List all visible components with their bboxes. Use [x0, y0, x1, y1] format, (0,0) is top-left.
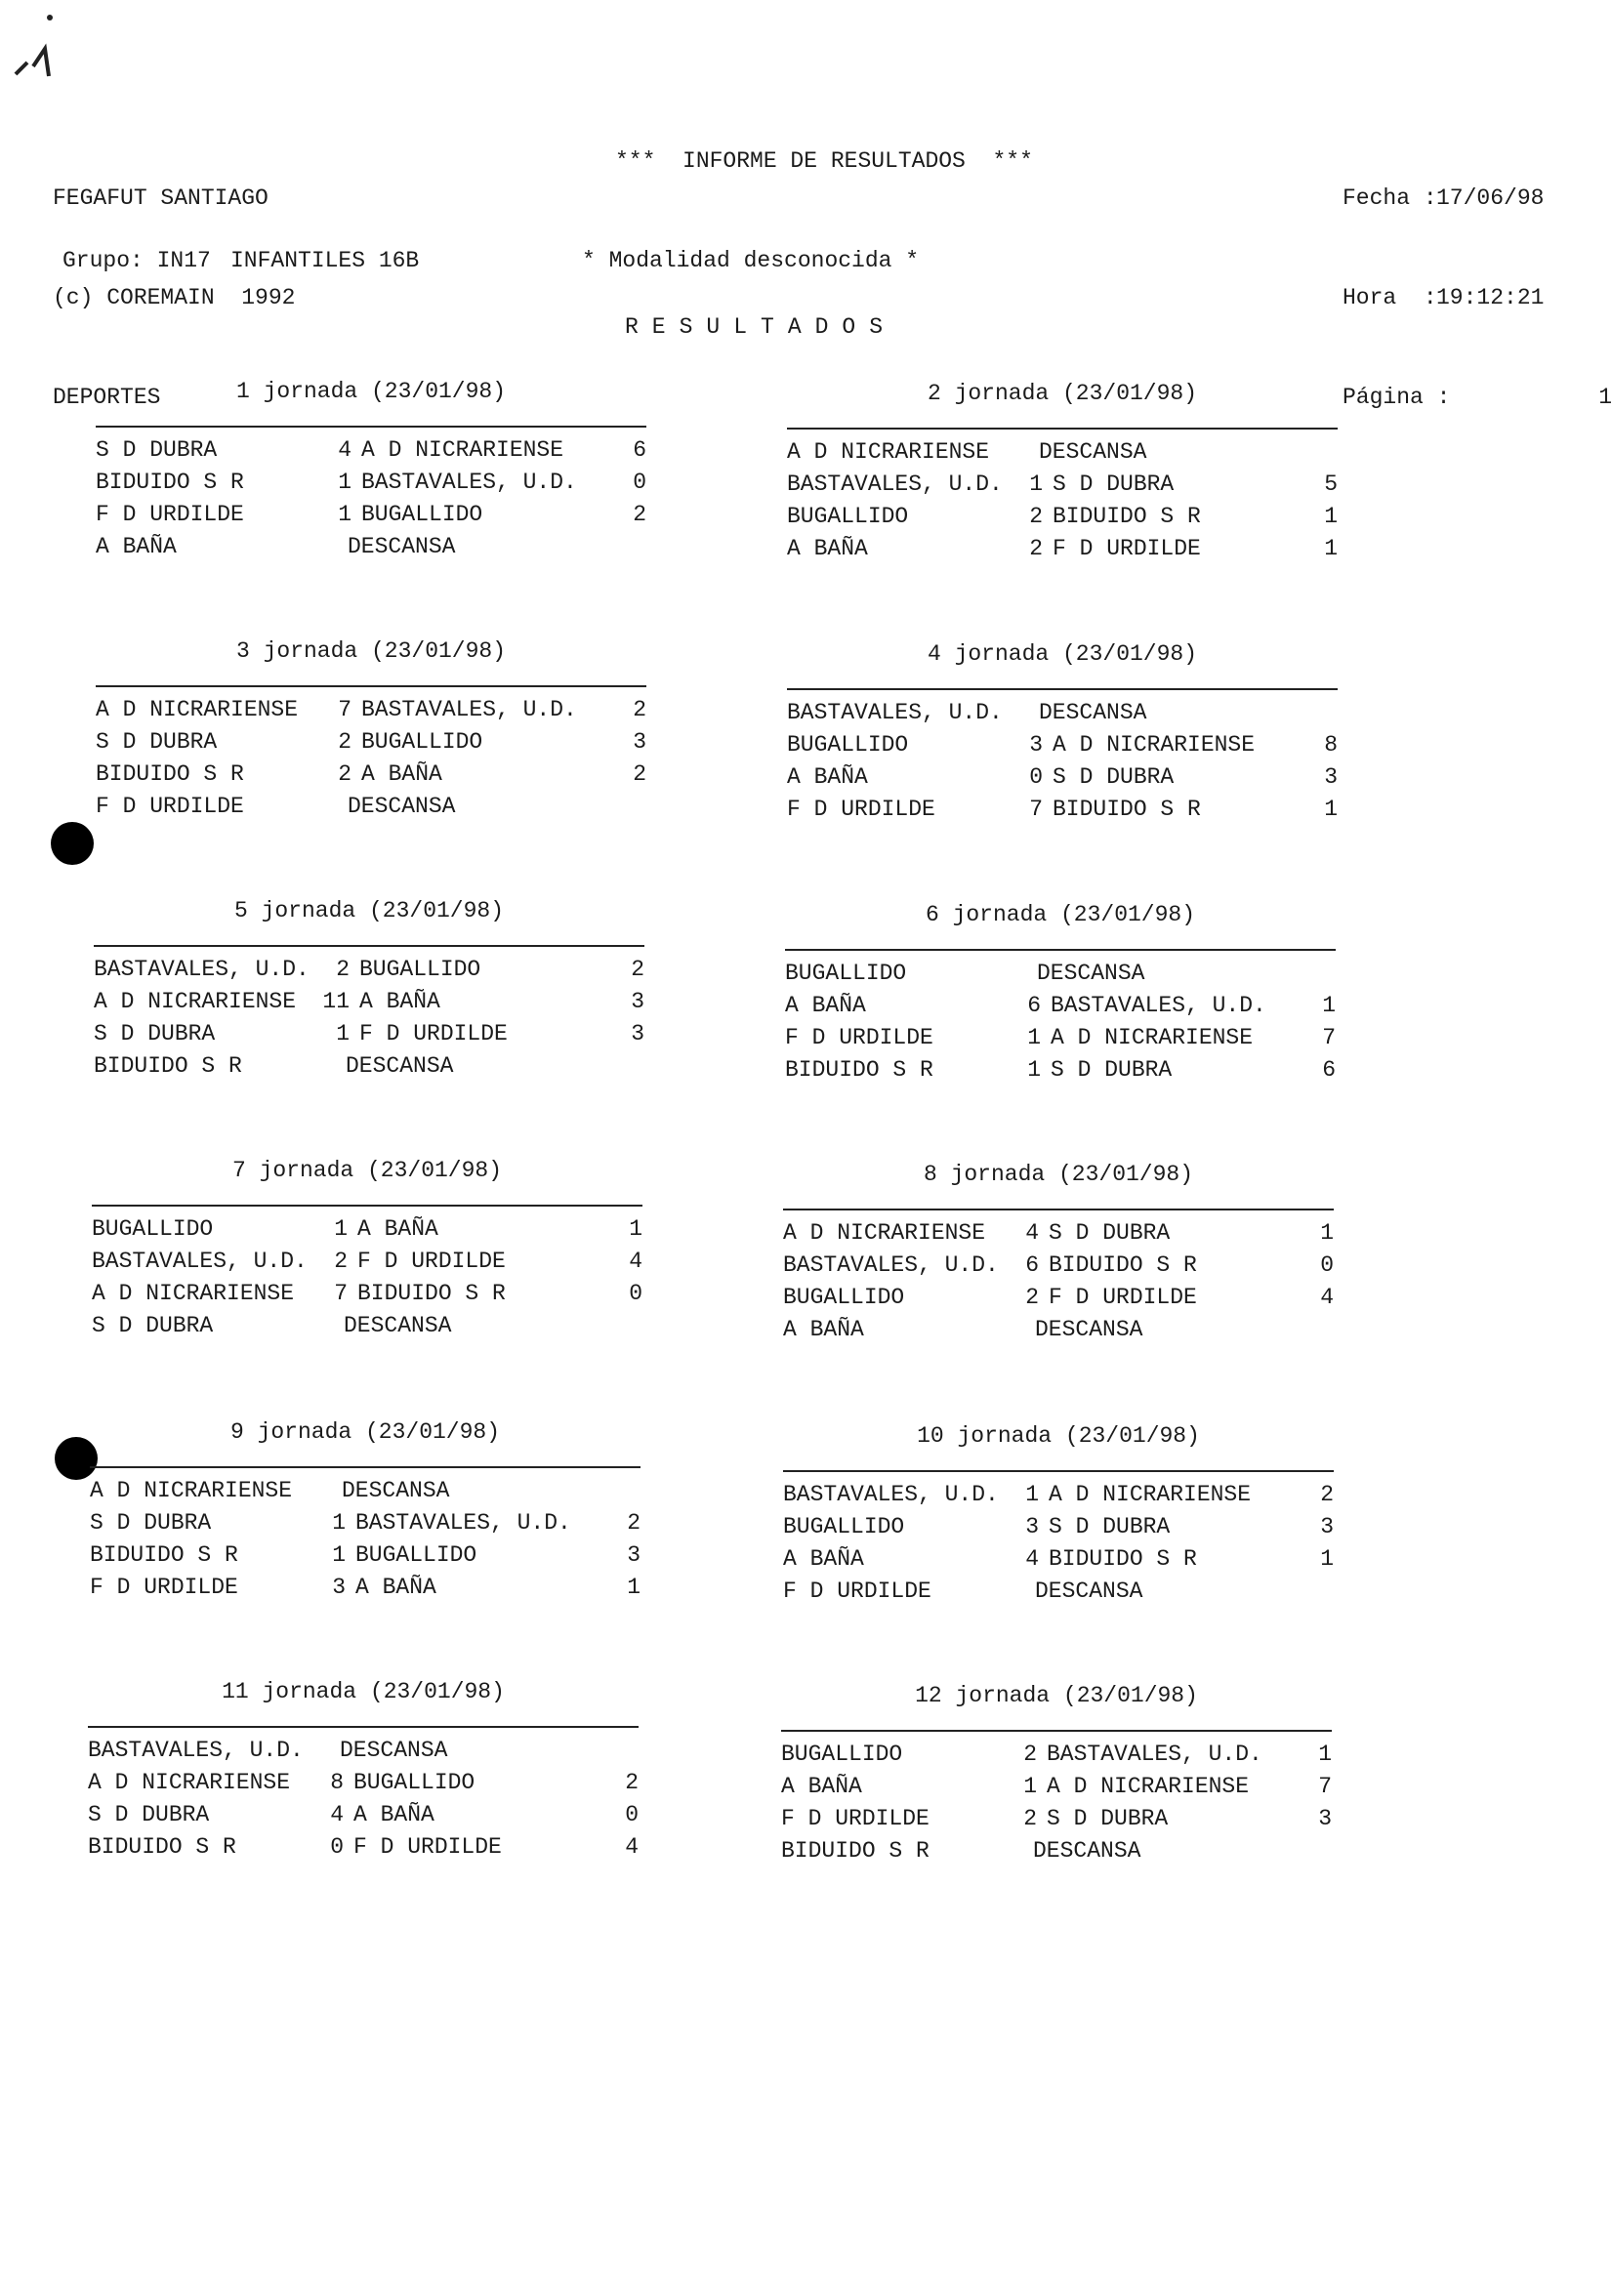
match-list — [783, 1482, 1334, 1611]
match-row — [94, 989, 644, 1021]
match-list — [96, 697, 646, 826]
home-team: S D DUBRA — [94, 1021, 216, 1046]
away-team: BASTAVALES, U.D. — [355, 1510, 571, 1536]
home-team: BUGALLIDO — [92, 1216, 214, 1242]
away-team: S D DUBRA — [1049, 1220, 1171, 1246]
away-team: BUGALLIDO — [359, 957, 481, 982]
fecha-label: Fecha : — [1343, 185, 1437, 211]
report-meta — [1343, 115, 1612, 447]
rest-label: DESCANSA — [344, 1313, 452, 1338]
match-list — [96, 437, 646, 566]
home-score: 2 — [334, 1249, 348, 1274]
home-team: BIDUIDO S R — [90, 1542, 238, 1568]
away-team: BUGALLIDO — [353, 1770, 475, 1795]
home-score: 6 — [1025, 1252, 1039, 1278]
home-team: F D URDILDE — [783, 1578, 931, 1604]
match-list — [787, 439, 1338, 568]
away-score: 6 — [1322, 1057, 1336, 1083]
away-score: 3 — [627, 1542, 641, 1568]
home-team: BIDUIDO S R — [96, 470, 244, 495]
home-score: 1 — [1027, 1025, 1041, 1050]
jornada-title: 2 jornada (23/01/98) — [927, 381, 1198, 406]
away-team: BUGALLIDO — [361, 729, 483, 755]
away-score: 4 — [625, 1834, 639, 1860]
away-score: 3 — [1320, 1514, 1334, 1539]
match-row — [96, 729, 646, 761]
divider — [92, 1205, 642, 1207]
away-team: A D NICRARIENSE — [1047, 1774, 1250, 1799]
jornada-title: 9 jornada (23/01/98) — [229, 1419, 501, 1445]
divider — [783, 1470, 1334, 1472]
jornada-title: 7 jornada (23/01/98) — [231, 1158, 503, 1183]
match-row — [90, 1575, 641, 1607]
rest-label: DESCANSA — [348, 534, 456, 559]
rest-label: DESCANSA — [346, 1053, 454, 1079]
home-score: 1 — [1027, 1057, 1041, 1083]
home-score: 7 — [1029, 797, 1043, 822]
match-row — [92, 1216, 642, 1249]
home-team: BASTAVALES, U.D. — [783, 1252, 999, 1278]
away-score: 2 — [627, 1510, 641, 1536]
match-row — [787, 732, 1338, 764]
home-score: 3 — [1025, 1514, 1039, 1539]
match-list — [785, 961, 1336, 1089]
match-row — [88, 1802, 639, 1834]
home-score: 1 — [336, 1021, 350, 1046]
match-row — [96, 470, 646, 502]
home-team: A BAÑA — [787, 764, 868, 790]
away-team: BASTAVALES, U.D. — [361, 697, 577, 722]
away-score: 2 — [633, 761, 646, 787]
jornada-title: 3 jornada (23/01/98) — [235, 638, 507, 664]
divider — [94, 945, 644, 947]
match-row — [783, 1220, 1334, 1252]
home-score: 2 — [1023, 1742, 1037, 1767]
home-team: BIDUIDO S R — [94, 1053, 242, 1079]
away-score: 3 — [1324, 764, 1338, 790]
away-score: 1 — [1318, 1742, 1332, 1767]
home-team: S D DUBRA — [88, 1802, 210, 1827]
away-score: 2 — [633, 697, 646, 722]
away-score: 3 — [631, 1021, 644, 1046]
match-row — [785, 961, 1336, 993]
match-list — [787, 700, 1338, 829]
match-row — [783, 1317, 1334, 1349]
match-row — [96, 437, 646, 470]
match-row — [96, 794, 646, 826]
divider — [90, 1466, 641, 1468]
home-team: BIDUIDO S R — [781, 1838, 930, 1864]
home-score: 3 — [1029, 732, 1043, 758]
divider — [785, 949, 1336, 951]
away-team: A D NICRARIENSE — [361, 437, 564, 463]
report-title: *** INFORME DE RESULTADOS *** — [615, 148, 1033, 174]
jornada-title: 6 jornada (23/01/98) — [925, 902, 1196, 927]
home-score: 1 — [338, 502, 351, 527]
match-row — [96, 761, 646, 794]
away-score: 3 — [1318, 1806, 1332, 1831]
home-score: 1 — [1029, 472, 1043, 497]
home-team: S D DUBRA — [96, 437, 218, 463]
home-team: BASTAVALES, U.D. — [787, 472, 1003, 497]
away-team: BIDUIDO S R — [1053, 504, 1201, 529]
rest-label: DESCANSA — [1035, 1578, 1143, 1604]
match-row — [787, 536, 1338, 568]
away-score: 2 — [631, 957, 644, 982]
org-line: DEPORTES — [53, 385, 161, 410]
away-score: 0 — [625, 1802, 639, 1827]
away-team: A D NICRARIENSE — [1053, 732, 1256, 758]
divider — [96, 426, 646, 428]
match-row — [785, 993, 1336, 1025]
pagina-value: 1 — [1598, 385, 1612, 410]
away-score: 7 — [1322, 1025, 1336, 1050]
home-team: BUGALLIDO — [785, 961, 907, 986]
home-team: F D URDILDE — [787, 797, 935, 822]
home-score: 2 — [338, 761, 351, 787]
home-score: 2 — [338, 729, 351, 755]
home-team: BUGALLIDO — [783, 1514, 905, 1539]
match-row — [781, 1838, 1332, 1870]
match-list — [92, 1216, 642, 1345]
home-score: 1 — [334, 1216, 348, 1242]
home-team: BASTAVALES, U.D. — [94, 957, 310, 982]
home-team: A BAÑA — [96, 534, 177, 559]
home-team: A D NICRARIENSE — [94, 989, 297, 1014]
match-row — [787, 472, 1338, 504]
away-score: 0 — [633, 470, 646, 495]
divider — [787, 688, 1338, 690]
match-row — [783, 1252, 1334, 1285]
home-team: BUGALLIDO — [787, 732, 909, 758]
away-score: 1 — [1320, 1546, 1334, 1572]
away-team: BIDUIDO S R — [1053, 797, 1201, 822]
jornada-title: 5 jornada (23/01/98) — [233, 898, 505, 923]
home-team: S D DUBRA — [90, 1510, 212, 1536]
away-score: 1 — [1320, 1220, 1334, 1246]
match-row — [783, 1285, 1334, 1317]
group-name: INFANTILES 16B — [230, 248, 420, 273]
hora-value: 19:12:21 — [1436, 285, 1545, 310]
match-row — [783, 1546, 1334, 1578]
home-score: 8 — [330, 1770, 344, 1795]
jornada-title: 1 jornada (23/01/98) — [235, 379, 507, 404]
fecha-row — [1343, 182, 1612, 215]
match-row — [94, 1053, 644, 1086]
home-team: A BAÑA — [785, 993, 866, 1018]
home-score: 2 — [1029, 536, 1043, 561]
away-team: BIDUIDO S R — [357, 1281, 506, 1306]
match-row — [781, 1774, 1332, 1806]
home-score: 2 — [336, 957, 350, 982]
rest-label: DESCANSA — [1033, 1838, 1141, 1864]
home-score: 2 — [1025, 1285, 1039, 1310]
match-row — [787, 504, 1338, 536]
pagina-row — [1343, 381, 1612, 414]
match-list — [94, 957, 644, 1086]
away-team: BIDUIDO S R — [1049, 1252, 1197, 1278]
home-team: F D URDILDE — [96, 502, 244, 527]
away-team: A BAÑA — [355, 1575, 436, 1600]
away-score: 2 — [1320, 1482, 1334, 1507]
match-row — [96, 534, 646, 566]
home-score: 0 — [1029, 764, 1043, 790]
match-list — [88, 1738, 639, 1866]
match-row — [92, 1249, 642, 1281]
home-score: 1 — [1023, 1774, 1037, 1799]
match-row — [785, 1057, 1336, 1089]
match-row — [96, 502, 646, 534]
away-score: 1 — [627, 1575, 641, 1600]
match-row — [88, 1738, 639, 1770]
divider — [88, 1726, 639, 1728]
section-title: RESULTADOS — [625, 314, 897, 340]
match-row — [787, 700, 1338, 732]
away-score: 7 — [1318, 1774, 1332, 1799]
home-team: A BAÑA — [787, 536, 868, 561]
away-team: S D DUBRA — [1053, 764, 1175, 790]
home-team: F D URDILDE — [785, 1025, 933, 1050]
away-team: F D URDILDE — [353, 1834, 502, 1860]
match-row — [787, 439, 1338, 472]
home-team: F D URDILDE — [90, 1575, 238, 1600]
home-team: F D URDILDE — [781, 1806, 930, 1831]
away-team: BUGALLIDO — [355, 1542, 477, 1568]
match-list — [90, 1478, 641, 1607]
home-team: BUGALLIDO — [783, 1285, 905, 1310]
home-team: A D NICRARIENSE — [783, 1220, 986, 1246]
away-team: S D DUBRA — [1047, 1806, 1169, 1831]
match-row — [783, 1514, 1334, 1546]
rest-label: DESCANSA — [348, 794, 456, 819]
away-score: 0 — [1320, 1252, 1334, 1278]
home-team: BUGALLIDO — [787, 504, 909, 529]
away-team: F D URDILDE — [359, 1021, 508, 1046]
divider — [96, 685, 646, 687]
home-team: BASTAVALES, U.D. — [92, 1249, 308, 1274]
home-score: 1 — [332, 1542, 346, 1568]
match-row — [92, 1313, 642, 1345]
home-score: 7 — [334, 1281, 348, 1306]
match-list — [781, 1742, 1332, 1870]
away-team: BASTAVALES, U.D. — [1047, 1742, 1262, 1767]
away-score: 4 — [1320, 1285, 1334, 1310]
away-team: S D DUBRA — [1049, 1514, 1171, 1539]
away-score: 5 — [1324, 472, 1338, 497]
match-row — [90, 1478, 641, 1510]
match-row — [781, 1742, 1332, 1774]
match-row — [783, 1578, 1334, 1611]
rest-label: DESCANSA — [1035, 1317, 1143, 1342]
away-score: 1 — [1324, 797, 1338, 822]
home-team: S D DUBRA — [92, 1313, 214, 1338]
home-score: 1 — [1025, 1482, 1039, 1507]
match-row — [88, 1834, 639, 1866]
divider — [781, 1730, 1332, 1732]
rest-label: DESCANSA — [1039, 439, 1147, 465]
hora-row — [1343, 281, 1612, 314]
match-row — [781, 1806, 1332, 1838]
home-score: 4 — [1025, 1220, 1039, 1246]
jornada-title: 12 jornada (23/01/98) — [915, 1683, 1198, 1708]
match-row — [90, 1542, 641, 1575]
home-score: 6 — [1027, 993, 1041, 1018]
rest-label: DESCANSA — [1037, 961, 1145, 986]
home-team: A D NICRARIENSE — [88, 1770, 291, 1795]
away-team: A BAÑA — [353, 1802, 434, 1827]
fecha-value: 17/06/98 — [1436, 185, 1545, 211]
home-team: BIDUIDO S R — [88, 1834, 236, 1860]
match-row — [88, 1770, 639, 1802]
divider — [783, 1209, 1334, 1210]
away-score: 1 — [629, 1216, 642, 1242]
group-code: Grupo: IN17 — [62, 248, 211, 273]
home-team: BASTAVALES, U.D. — [88, 1738, 304, 1763]
home-score: 2 — [1023, 1806, 1037, 1831]
match-row — [783, 1482, 1334, 1514]
away-team: A D NICRARIENSE — [1049, 1482, 1252, 1507]
jornada-title: 4 jornada (23/01/98) — [927, 641, 1198, 667]
home-score: 0 — [330, 1834, 344, 1860]
home-team: F D URDILDE — [96, 794, 244, 819]
home-team: A D NICRARIENSE — [96, 697, 299, 722]
match-row — [94, 957, 644, 989]
match-row — [787, 797, 1338, 829]
away-team: S D DUBRA — [1053, 472, 1175, 497]
rest-label: DESCANSA — [340, 1738, 448, 1763]
jornada-title: 10 jornada (23/01/98) — [917, 1423, 1200, 1449]
home-team: A D NICRARIENSE — [92, 1281, 295, 1306]
away-score: 3 — [633, 729, 646, 755]
away-score: 6 — [633, 437, 646, 463]
away-score: 1 — [1324, 504, 1338, 529]
home-team: BASTAVALES, U.D. — [783, 1482, 999, 1507]
modalidad: * Modalidad desconocida * — [582, 248, 920, 273]
match-row — [787, 764, 1338, 797]
match-row — [94, 1021, 644, 1053]
home-team: A BAÑA — [781, 1774, 862, 1799]
away-score: 2 — [633, 502, 646, 527]
away-score: 8 — [1324, 732, 1338, 758]
home-score: 7 — [338, 697, 351, 722]
home-score: 2 — [1029, 504, 1043, 529]
away-score: 1 — [1322, 993, 1336, 1018]
rest-label: DESCANSA — [1039, 700, 1147, 725]
away-team: A BAÑA — [357, 1216, 438, 1242]
org-line: FEGAFUT SANTIAGO — [53, 185, 269, 211]
org-line: (c) COREMAIN 1992 — [53, 285, 296, 310]
home-score: 1 — [338, 470, 351, 495]
home-score: 11 — [322, 989, 350, 1014]
home-team: BUGALLIDO — [781, 1742, 903, 1767]
away-team: BUGALLIDO — [361, 502, 483, 527]
away-score: 0 — [629, 1281, 642, 1306]
away-score: 4 — [629, 1249, 642, 1274]
away-team: F D URDILDE — [1049, 1285, 1197, 1310]
punch-hole-upper — [51, 822, 94, 865]
away-team: S D DUBRA — [1051, 1057, 1173, 1083]
jornada-title: 11 jornada (23/01/98) — [222, 1679, 505, 1704]
home-score: 3 — [332, 1575, 346, 1600]
match-row — [92, 1281, 642, 1313]
away-team: F D URDILDE — [1053, 536, 1201, 561]
away-team: F D URDILDE — [357, 1249, 506, 1274]
away-team: A BAÑA — [361, 761, 442, 787]
home-team: A BAÑA — [783, 1546, 864, 1572]
home-score: 4 — [1025, 1546, 1039, 1572]
match-list — [783, 1220, 1334, 1349]
away-team: A BAÑA — [359, 989, 440, 1014]
match-row — [785, 1025, 1336, 1057]
home-team: A D NICRARIENSE — [90, 1478, 293, 1503]
home-team: A BAÑA — [783, 1317, 864, 1342]
home-team: BIDUIDO S R — [785, 1057, 933, 1083]
home-score: 4 — [338, 437, 351, 463]
away-team: BASTAVALES, U.D. — [361, 470, 577, 495]
match-row — [96, 697, 646, 729]
home-score: 1 — [332, 1510, 346, 1536]
away-team: BASTAVALES, U.D. — [1051, 993, 1266, 1018]
home-team: S D DUBRA — [96, 729, 218, 755]
hora-label: Hora : — [1343, 285, 1437, 310]
home-score: 4 — [330, 1802, 344, 1827]
away-score: 1 — [1324, 536, 1338, 561]
rest-label: DESCANSA — [342, 1478, 450, 1503]
away-team: BIDUIDO S R — [1049, 1546, 1197, 1572]
away-score: 2 — [625, 1770, 639, 1795]
home-team: BIDUIDO S R — [96, 761, 244, 787]
away-score: 3 — [631, 989, 644, 1014]
home-team: A D NICRARIENSE — [787, 439, 990, 465]
divider — [787, 428, 1338, 430]
away-team: A D NICRARIENSE — [1051, 1025, 1254, 1050]
match-row — [90, 1510, 641, 1542]
home-team: BASTAVALES, U.D. — [787, 700, 1003, 725]
scan-mark-top-left — [6, 6, 64, 80]
pagina-label: Página : — [1343, 385, 1451, 410]
jornada-title: 8 jornada (23/01/98) — [923, 1162, 1194, 1187]
